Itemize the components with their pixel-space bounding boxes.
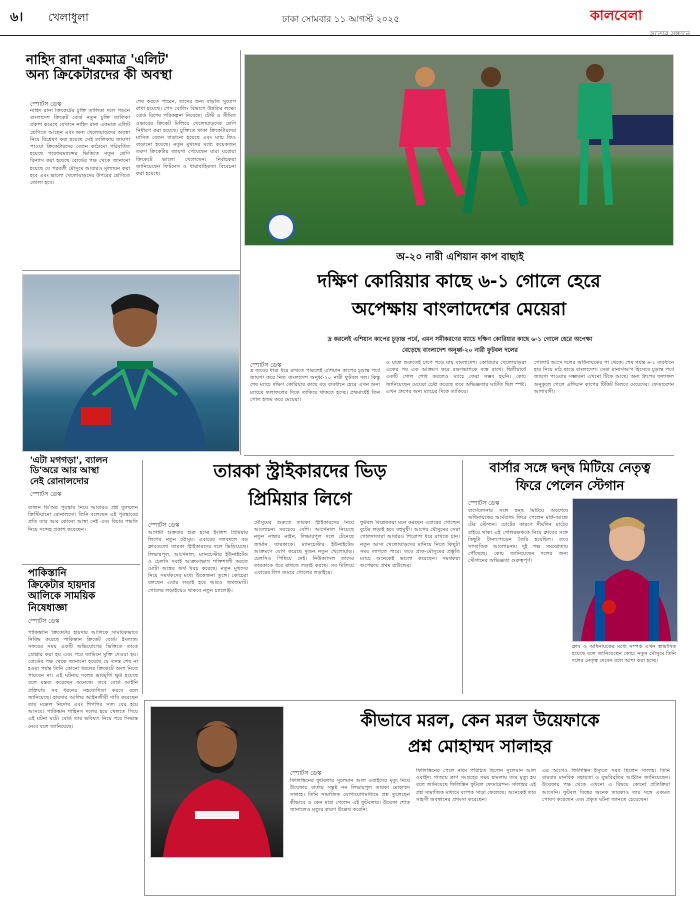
stegen-photo bbox=[572, 498, 678, 642]
football-match-illustration bbox=[245, 55, 673, 245]
page-header bbox=[0, 0, 700, 36]
section-title: খেলাধুলা bbox=[48, 11, 89, 24]
salah-headline-1: কীভাবে মরল, কেন মরল উয়েফাকে bbox=[360, 711, 600, 731]
korea-body-col2: ও যাত্রা শুরুতেই চাপে পড়ে যায় বাংলাদেশ। কোরিয়ার খেলোয়াড়রা একের পর এক আক্রমণ করে রক্ষণভাগকে ব্যস্ত রাখে। দ্বিতীয়ার্ধে একটি গোল শোধ করলেও ম্যাচে ফেরা সম্ভব হয়নি। কোচ জানিয়েছেন মেয়েরা চেষ্টা করেছে তবে অভিজ্ঞতার ঘাটতি ছিল স্পষ্ট। এখন গ্রুপের অন্য ম্যাচের দিকে তাকিয়ে। bbox=[386, 360, 526, 395]
strikers-body-col3: ফুটবল বিশ্লেষকরা মনে করছেন এবারের গোল্ডেন বুটের লড়াই হবে বহুমুখী। আগের মৌসুমের সেরা গোলদাতারা আবারও শিরোপা ধরে রাখতে চান। নতুন আসা খেলোয়াড়দের মানিয়ে নিতে কিছুটা সময় লাগতে পারে। তবে প্রাক-মৌসুমের প্রস্তুতি ম্যাচে অনেকেই ভালো করেছেন। সমর্থকরা অপেক্ষায় প্রথম রাউন্ডের। bbox=[360, 520, 460, 570]
nahid-byline: স্পোর্টস ডেস্ক bbox=[30, 101, 62, 108]
page-date: ঢাকা সোমবার ১১ আগস্ট ২০২৫ bbox=[282, 15, 400, 25]
korea-subhead bbox=[246, 334, 674, 356]
salah-byline: স্পোর্টস ডেস্ক bbox=[290, 770, 322, 777]
stegen-photo-illustration bbox=[573, 499, 677, 641]
nahid-headline-1: নাহিদ রানা একমাত্র 'এলিট' bbox=[26, 53, 169, 68]
page-number: ৬। bbox=[10, 10, 24, 25]
salah-body-col2: ফিলিস্তিনের পেলে নামে পরিচিত ছিলেন সুলেমান আল ওবাইদ। গাজায় ত্রাণ সংগ্রহের সময় হামলায় তার মৃত্যু হয় বলে জানিয়েছে ফিলিস্তিন ফুটবল ফেডারেশন। সালাহর এই প্রশ্ন সামাজিক মাধ্যমে ব্যাপক সাড়া ফেলেছে। অনেকেই তার সাহসী অবস্থানের প্রশংসা করেছেন। bbox=[416, 768, 536, 803]
ronaldo-caption-block bbox=[30, 456, 140, 500]
nahid-headline-2: অন্য ক্রিকেটারদের কী অবস্থা bbox=[26, 67, 173, 83]
strikers-body-col1: আগামী শুক্রবার শুরু হচ্ছে ইংলিশ প্রিমিয়ার লিগের নতুন মৌসুম। এবারের দলবদলে বড় ক্লাবগুলো তারকা স্ট্রাইকারদের দলে ভিড়িয়েছে। লিভারপুল, আর্সেনাল, ম্যানচেস্টার ইউনাইটেড ও চেলসি সবাই আক্রমণভাগ শক্তিশালী করতে মোটা অঙ্কের অর্থ খরচ করেছে। নতুন মুখদের নিয়ে সমর্থকদের মধ্যে উত্তেজনা তুঙ্গে। কোচেরা বলছেন এবার লড়াই হবে আরও জমজমাট। গোলের লড়াইয়েও থাকবে নতুন চ্যালেঞ্জ। bbox=[148, 530, 248, 594]
salah-photo-illustration bbox=[151, 707, 283, 857]
divider bbox=[22, 270, 240, 271]
korea-body-col3: গোলটি আসে দলের অধিনায়কের পা থেকে। শেষ পর্যন্ত ৬-১ ব্যবধানে হার নিয়ে মাঠ ছাড়ে বাংলাদেশ। সেরা রানার্সআপ হিসেবে চূড়ান্ত পর্বে জায়গা পাওয়ার সম্ভাবনা এখনো টিকে আছে। অন্য গ্রুপের ফলাফল অনুকূলে গেলে এশিয়ান কাপের টিকিট মিলবে মেয়েদের। ফেডারেশন আশাবাদী। bbox=[534, 360, 674, 395]
stegen-body: বার্সেলোনার সঙ্গে দ্বন্দ্ব মিটিয়ে অবশেষে অধিনায়কের আর্মব্যান্ড ফিরে পেলেন মার্ক-আন্দ্রে টের স্টেগান। চোটের কারণে দীর্ঘদিন মাঠের বাইরে থাকা এই গোলরক্ষককে নিয়ে ক্লাবের সঙ্গে কিছুটা টানাপোড়েন তৈরি হয়েছিল। তবে সাম্প্রতিক আলোচনায় দুই পক্ষ সমঝোতায় পৌঁছেছে। কোচ জানিয়েছেন দলের জন্য স্টেগানের অভিজ্ঞতা গুরুত্বপূর্ণ। bbox=[468, 508, 568, 565]
korea-byline: স্পোর্টস ডেস্ক bbox=[250, 362, 282, 369]
football-match-photo bbox=[244, 54, 674, 246]
ronaldo-caption-1: 'এটা মগগড়া', ব্যালন bbox=[30, 456, 108, 466]
strikers-headline-1: তারকা স্ট্রাইকারদের ভিড় bbox=[213, 461, 387, 482]
strikers-body-col2: মৌসুমের শুরুতে তারকা স্ট্রাইকারদের নিয়ে আলোচনা সবচেয়ে বেশি। আর্সেনাল নিয়েছে নতুন নাম্বার নাইন, লিভারপুল দলে টেনেছে জার্মান তারকাকে। ম্যানচেস্টার ইউনাইটেড আক্রমণে যোগ করেছে দুজন নতুন খেলোয়াড়। চেলসিও পিছিয়ে নেই। নিউক্যাসল তাদের তারকাকে ধরে রাখতে লড়াই করছে। সব মিলিয়ে এবারের লিগ জমবে গোলের লড়াইয়ে। bbox=[254, 520, 354, 577]
pak-headline-block bbox=[28, 568, 138, 627]
ronaldo-caption-2: ডি'অরে আর আস্থা bbox=[30, 466, 100, 477]
nahid-body-col1: নাহিদ রানা ক্রিকেটের চুক্তি তালিকা দলে গড়নে বাংলাদেশ ক্রিকেট বোর্ড নতুন চুক্তি তালিকা প্রকাশ করেছে যেখানে নাহিদ রানা একমাত্র এলিট শ্রেণিতে আছেন এবং অন্য খেলোয়াড়দের অবস্থা নিয়ে বিশ্লেষণ করা হয়েছে সেই তালিকায় জায়গা পাওয়া ক্রিকেটারদের বেতন কাঠামো পরিবর্তিত হয়েছে পারফরম্যান্সের ভিত্তিতে নতুন শ্রেণি বিন্যাস করা হয়েছে বোর্ডের পক্ষ থেকে জানানো হয়েছে যে পরবর্তী মৌসুমে আবারও মূল্যায়ন করা হবে এবং ভালো খেলোয়াড়দের উপরের শ্রেণিতে তোলা হবে। bbox=[30, 108, 130, 187]
strikers-byline: স্পোর্টস ডেস্ক bbox=[148, 522, 180, 529]
salah-body-col1: ফিলিস্তিনের ফুটবলার সুলেমান আল ওবাইদের মৃত্যু নিয়ে উয়েফার বার্তায় সন্তুষ্ট নন লিভারপুল তারকা মোহাম্মদ সালাহ। তিনি সামাজিক যোগাযোগমাধ্যমে প্রশ্ন তুলেছেন কীভাবে ও কেন মারা গেলেন এই ফুটবলার। উয়েফা শোক জানালেও মৃত্যুর কারণ উল্লেখ করেনি। bbox=[290, 778, 410, 813]
column-divider bbox=[462, 460, 463, 694]
korea-headline-1: দক্ষিণ কোরিয়ার কাছে ৬-১ গোলে হেরে bbox=[317, 271, 601, 292]
divider bbox=[244, 455, 674, 456]
nahid-body-col2: শেষ করতে পারেন, তাদের জন্য বাড়তি সুযোগ রাখা হয়েছে। পেস বোলিং বিভাগে উন্নতির লক্ষ্যে বোর্ড বিশেষ পরিকল্পনা নিয়েছে। টেস্ট ও সীমিত ওভারের ক্রিকেট মিলিয়ে খেলোয়াড়দের শ্রেণি নির্ধারণ করা হয়েছে। চুক্তিতে থাকা ক্রিকেটারদের মাসিক বেতন বাড়ানো হয়েছে এবং ম্যাচ ফিও বাড়ানো হয়েছে। নতুন মুখদের মধ্যে কয়েকজন তরুণ ক্রিকেটার জায়গা পেয়েছেন যারা ঘরোয়া ক্রিকেটে ভালো খেলেছেন। নির্বাচকরা জানিয়েছেন ফিটনেস ও ধারাবাহিকতা বিবেচনা করা হয়েছে। bbox=[136, 99, 236, 178]
pak-headline-4: নিষেধাজ্ঞা bbox=[28, 602, 68, 614]
stegen-quote: ক্লাব ও অধিনায়কের মধ্যে সম্পর্ক এখন স্বাভাবিক হয়েছে বলে জানিয়েছেন কোচ। নতুন মৌসুমে তিনি দলের নেতৃত্ব দেবেন বলে আশা করা হচ্ছে। bbox=[572, 644, 676, 665]
ronaldo-body: ব্যালন ডি'অর পুরস্কার নিয়ে আবারও প্রশ্ন তুললেন ক্রিস্টিয়ানো রোনালদো। তিনি বলেছেন এই পুরস্কারের প্রতি তার আর কোনো আস্থা নেই এবং বিচার পদ্ধতি নিয়ে সন্দেহ প্রকাশ করেছেন। bbox=[28, 505, 138, 533]
divider bbox=[22, 564, 140, 565]
stegen-headline-1: বার্সার সঙ্গে দ্বন্দ্ব মিটিয়ে নেতৃত্ব bbox=[489, 461, 651, 476]
pak-headline-1: পাকিস্তানি bbox=[28, 568, 67, 579]
pak-byline: স্পোর্টস ডেস্ক bbox=[28, 618, 60, 625]
pak-body: পাকিস্তানি ক্রিকেটার হায়দার আলিকে সাময়িকভাবে নিষিদ্ধ করেছে পাকিস্তান ক্রিকেট বোর্ড। ইংল্যান্ড সফরের সময় একটি অভিযোগের ভিত্তিতে তাকে গ্রেপ্তার করা হয় এবং পরে জামিনে মুক্তি দেওয়া হয়। বোর্ডের পক্ষ থেকে জানানো হয়েছে যে তদন্ত শেষ না হওয়া পর্যন্ত তিনি কোনো ধরনের ক্রিকেটে অংশ নিতে পারবেন না। এই ঘটনায় দলের ভাবমূর্তি ক্ষুণ্ণ হয়েছে বলে মন্তব্য করেছেন অনেকে। তবে বোর্ড আইনি প্রক্রিয়ায় সব ধরনের সহযোগিতা করবে বলে জানিয়েছে। হায়দার আলির আইনজীবী দাবি করেছেন তার মক্কেল নির্দোষ এবং শিগগির সত্য বের হয়ে আসবে। পাকিস্তান শাহিনস দলের হয়ে খেলতে গিয়ে এই ঘটনা ঘটে। বোর্ড তার ভবিষ্যৎ নিয়ে পরে সিদ্ধান্ত নেবে বলে জানিয়েছে। bbox=[28, 630, 138, 730]
pak-headline-2: ক্রিকেটার হায়দার bbox=[28, 579, 96, 591]
cricketer-photo-illustration bbox=[23, 275, 239, 451]
stegen-headline-2: ফিরে পেলেন স্টেগান bbox=[515, 479, 625, 494]
salah-headline-2: প্রশ্ন মোহাম্মদ সালাহর bbox=[408, 737, 552, 757]
ronaldo-caption-3: নেই রোনালদোর bbox=[30, 476, 89, 487]
nahid-headline-block bbox=[26, 54, 236, 84]
column-divider bbox=[142, 460, 143, 694]
korea-subhead-1: দ্র করলেই এশিয়ান কাপের চূড়ান্ত পর্বে, এমন সমীকরণের ম্যাচে দক্ষিণ কোরিয়ার কাছে ৬-১ গোলে হেরে অপেক্ষা bbox=[327, 336, 593, 343]
salah-body-col3: এর আগেও ফিলিস্তিন ইস্যুতে সরব ছিলেন সালাহ। তিনি বারবার মানবিক সহায়তা ও যুদ্ধবিরতির আহ্বান জানিয়েছেন। উয়েফার পক্ষ থেকে এখনো এ বিষয়ে কোনো প্রতিক্রিয়া আসেনি। ফুটবল বিশ্বের অনেক তারকাও তার সঙ্গে একমত পোষণ করেছেন এবং প্রকৃত ঘটনা জানতে চেয়েছেন। bbox=[542, 768, 670, 803]
ronaldo-byline: স্পোর্টস ডেস্ক bbox=[30, 491, 62, 499]
stegen-byline: স্পোর্টস ডেস্ক bbox=[468, 500, 500, 507]
strikers-headline-2: প্রিমিয়ার লিগে bbox=[248, 489, 352, 510]
cricketer-photo bbox=[22, 274, 240, 452]
korea-subhead-2: বেড়েছে বাংলাদেশ অনূর্ধ্ব-২০ নারী ফুটবল দলের bbox=[402, 347, 518, 354]
korea-headline-2: অপেক্ষায় বাংলাদেশের মেয়েরা bbox=[351, 299, 567, 320]
korea-kicker: অ-২০ নারী এশিয়ান কাপ বাছাই bbox=[396, 252, 524, 263]
logo-title: কালবেলা bbox=[590, 8, 643, 24]
korea-body-col1: দ্র জয়ের ধারা ধরে রাখতে পারলেই এশিয়ান কাপের চূড়ান্ত পর্বে জায়গা করে নিত বাংলাদেশ অনূর্ধ্ব-২০ নারী ফুটবল দল। কিন্তু শেষ ম্যাচে দক্ষিণ কোরিয়ার কাছে বড় ব্যবধানে হেরে এখন অন্য ম্যাচের ফলাফলের দিকে তাকিয়ে থাকতে হচ্ছে। প্রথমার্ধেই তিন গোল হজম করে মেয়েরা। bbox=[250, 368, 380, 403]
salah-photo bbox=[150, 706, 284, 858]
column-divider bbox=[240, 50, 241, 455]
pak-headline-3: আলিকে সাময়িক bbox=[28, 591, 96, 602]
logo-tagline: সত্যের সন্ধানে bbox=[650, 30, 690, 38]
newspaper-logo bbox=[590, 4, 690, 38]
